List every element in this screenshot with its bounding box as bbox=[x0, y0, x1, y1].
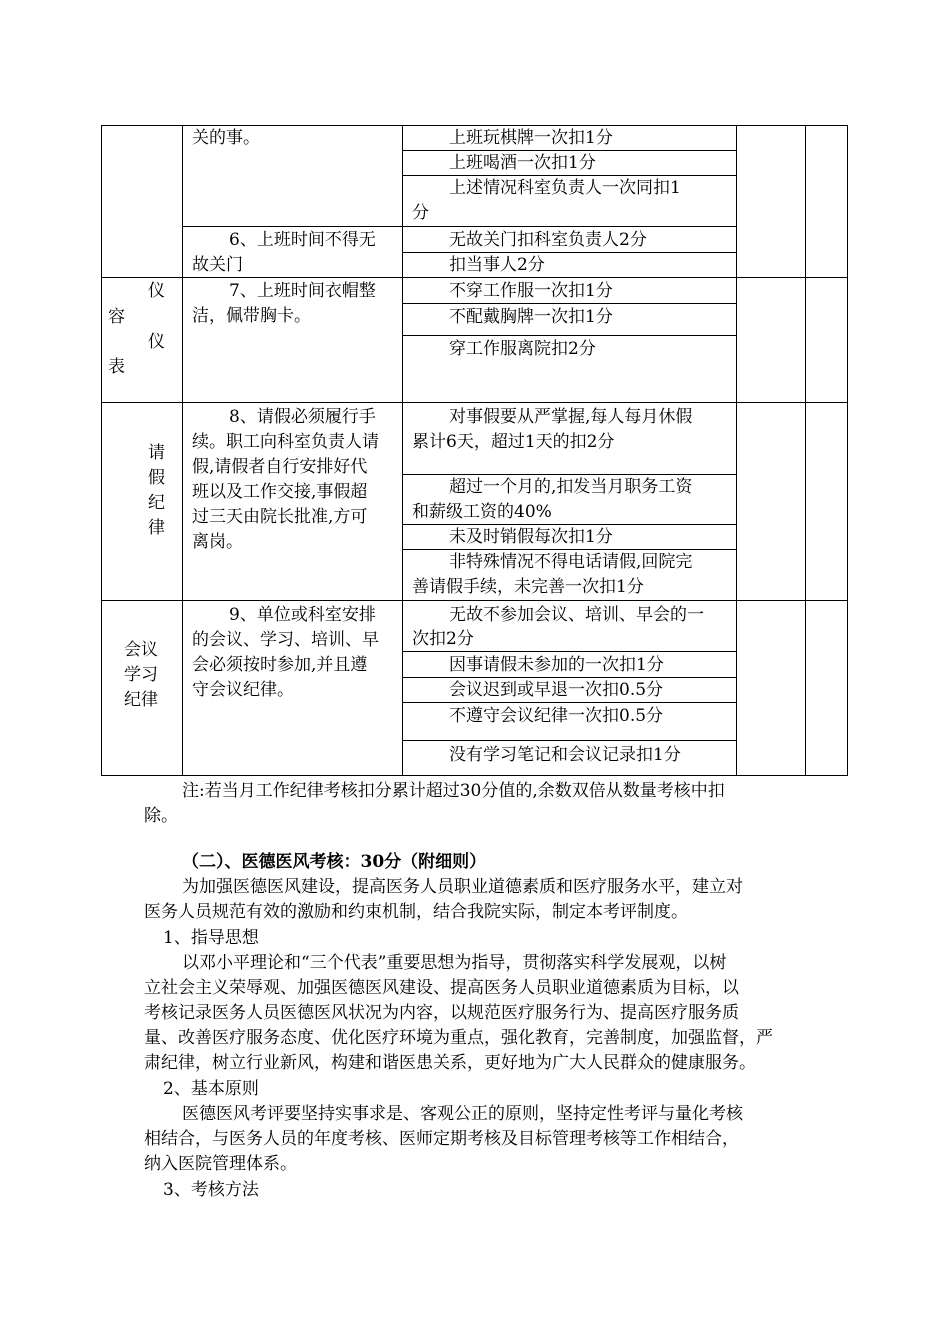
item-divider bbox=[402, 740, 736, 741]
table-col-divider-4 bbox=[805, 125, 806, 776]
row-divider bbox=[101, 402, 848, 403]
table-border-bottom bbox=[101, 775, 848, 776]
category-label: 纪律 bbox=[124, 690, 158, 710]
table-col-divider-1 bbox=[182, 125, 183, 776]
requirement-text: 6、上班时间不得无 bbox=[229, 230, 376, 250]
section-heading: （二）、医德医风考核：30分（附细则） bbox=[182, 852, 487, 872]
requirement-text: 关的事。 bbox=[192, 128, 260, 148]
requirement-text: 8、请假必须履行手 bbox=[229, 407, 376, 427]
deduction-item: 不遵守会议纪律一次扣0.5分 bbox=[449, 706, 664, 726]
deduction-item: 未及时销假每次扣1分 bbox=[449, 527, 613, 547]
requirement-text: 洁，佩带胸卡。 bbox=[192, 306, 311, 326]
paragraph-line: 纳入医院管理体系。 bbox=[144, 1154, 297, 1174]
deduction-item: 不配戴胸牌一次扣1分 bbox=[449, 307, 613, 327]
deduction-item: 非特殊情况不得电话请假,回院完 bbox=[449, 552, 693, 572]
category-label: 仪 bbox=[148, 281, 165, 301]
deduction-item: 和薪级工资的40% bbox=[412, 502, 552, 522]
paragraph-line: 医德医风考评要坚持实事求是、客观公正的原则，坚持定性考评与量化考核 bbox=[182, 1104, 743, 1124]
category-label: 表 bbox=[108, 357, 125, 377]
deduction-item: 没有学习笔记和会议记录扣1分 bbox=[449, 745, 681, 765]
category-label: 请 bbox=[148, 443, 165, 463]
paragraph-line: 医务人员规范有效的激励和约束机制，结合我院实际，制定本考评制度。 bbox=[144, 902, 688, 922]
category-label: 律 bbox=[148, 518, 165, 538]
paragraph-line: 以邓小平理论和“三个代表”重要思想为指导，贯彻落实科学发展观，以树 bbox=[182, 953, 727, 973]
deduction-item: 上班玩棋牌一次扣1分 bbox=[449, 128, 613, 148]
requirement-text: 班以及工作交接,事假超 bbox=[192, 482, 368, 502]
paragraph-line: 立社会主义荣辱观、加强医德医风建设、提高医务人员职业道德素质为目标，以 bbox=[144, 978, 739, 998]
category-label: 纪 bbox=[148, 493, 165, 513]
requirement-text: 离岗。 bbox=[192, 532, 243, 552]
category-label: 仪 bbox=[148, 332, 165, 352]
requirement-text: 续。职工向科室负责人请 bbox=[192, 432, 379, 452]
paragraph-line: 考核记录医务人员医德医风状况为内容，以规范医疗服务行为、提高医疗服务质 bbox=[144, 1003, 739, 1023]
category-label: 会议 bbox=[124, 640, 158, 660]
deduction-item: 因事请假未参加的一次扣1分 bbox=[449, 655, 664, 675]
deduction-item: 对事假要从严掌握,每人每月休假 bbox=[449, 407, 693, 427]
paragraph-line: 相结合，与医务人员的年度考核、医师定期考核及目标管理考核等工作相结合， bbox=[144, 1129, 739, 1149]
requirement-text: 守会议纪律。 bbox=[192, 680, 294, 700]
table-border-right bbox=[847, 125, 848, 776]
deduction-item: 善请假手续，未完善一次扣1分 bbox=[412, 577, 644, 597]
deduction-item: 无故关门扣科室负责人2分 bbox=[449, 230, 647, 250]
requirement-text: 7、上班时间衣帽整 bbox=[229, 281, 376, 301]
requirement-text: 故关门 bbox=[192, 255, 243, 275]
deduction-item: 分 bbox=[412, 203, 429, 223]
deduction-item: 不穿工作服一次扣1分 bbox=[449, 281, 613, 301]
category-label: 学习 bbox=[124, 665, 158, 685]
deduction-item: 超过一个月的,扣发当月职务工资 bbox=[449, 477, 693, 497]
deduction-item: 上班喝酒一次扣1分 bbox=[449, 153, 596, 173]
deduction-item: 扣当事人2分 bbox=[449, 255, 545, 275]
table-border-left bbox=[101, 125, 102, 776]
deduction-item: 无故不参加会议、培训、早会的一 bbox=[449, 605, 704, 625]
deduction-item: 上述情况科室负责人一次同扣1 bbox=[449, 178, 681, 198]
deduction-item: 次扣2分 bbox=[412, 629, 474, 649]
requirement-text: 过三天由院长批准,方可 bbox=[192, 507, 368, 527]
requirement-text: 会必须按时参加,并且遵 bbox=[192, 655, 368, 675]
subsection-title: 2、基本原则 bbox=[163, 1079, 259, 1099]
category-label: 假 bbox=[148, 468, 165, 488]
category-label: 容 bbox=[108, 307, 125, 327]
table-note: 除。 bbox=[144, 806, 178, 826]
deduction-item: 穿工作服离院扣2分 bbox=[449, 339, 596, 359]
table-col-divider-2 bbox=[402, 125, 403, 776]
paragraph-line: 量、改善医疗服务态度、优化医疗环境为重点，强化教育，完善制度，加强监督，严 bbox=[144, 1028, 773, 1048]
paragraph-line: 为加强医德医风建设，提高医务人员职业道德素质和医疗服务水平，建立对 bbox=[182, 877, 743, 897]
subsection-title: 3、考核方法 bbox=[163, 1180, 259, 1200]
requirement-text: 的会议、学习、培训、早 bbox=[192, 630, 379, 650]
deduction-item: 会议迟到或早退一次扣0.5分 bbox=[449, 680, 664, 700]
row-divider bbox=[101, 600, 848, 601]
table-note: 注:若当月工作纪律考核扣分累计超过30分值的,余数双倍从数量考核中扣 bbox=[182, 781, 725, 801]
deduction-item: 累计6天，超过1天的扣2分 bbox=[412, 432, 615, 452]
requirement-text: 9、单位或科室安排 bbox=[229, 605, 376, 625]
paragraph-line: 肃纪律，树立行业新风，构建和谐医患关系，更好地为广大人民群众的健康服务。 bbox=[144, 1053, 756, 1073]
table-col-divider-3 bbox=[736, 125, 737, 776]
subsection-title: 1、指导思想 bbox=[163, 928, 259, 948]
requirement-text: 假,请假者自行安排好代 bbox=[192, 457, 368, 477]
